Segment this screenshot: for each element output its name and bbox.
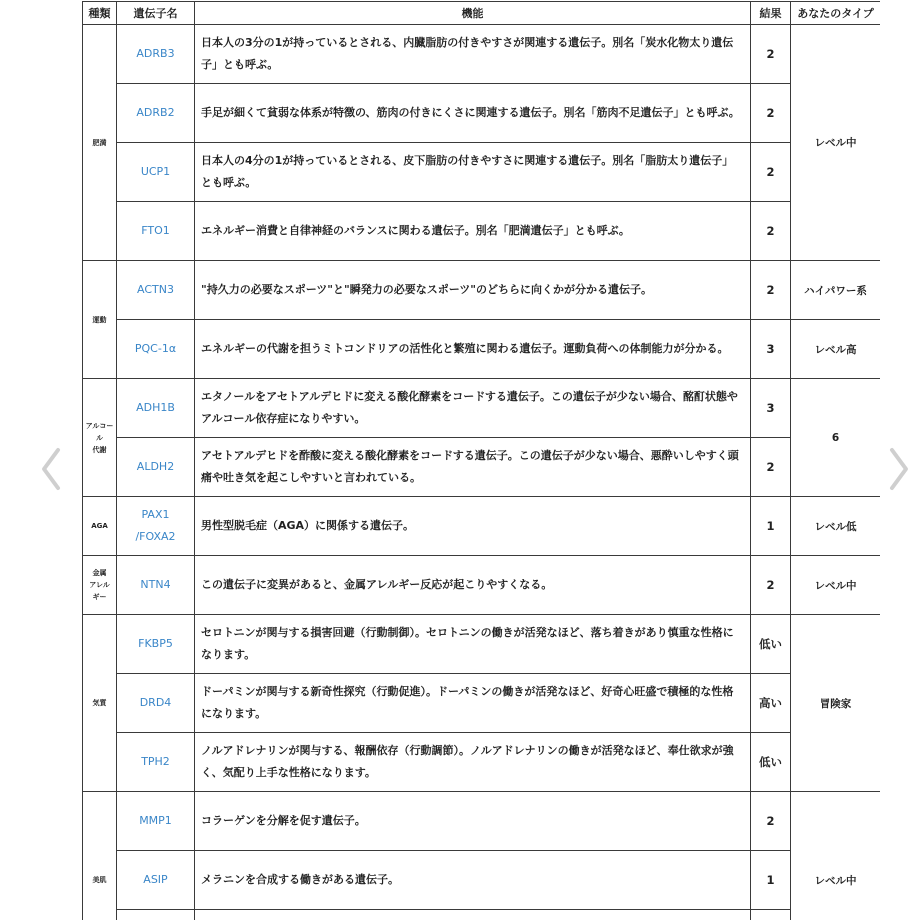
gene-name: ALDH2 — [136, 460, 175, 473]
header-your-type: あなたのタイプ — [791, 2, 881, 25]
gene-name-cell — [117, 143, 195, 202]
header-function: 機能 — [195, 2, 751, 25]
gene-name-cell — [117, 615, 195, 674]
gene-name: /FOXA2 — [135, 530, 176, 543]
header-gene-name: 遺伝子名 — [117, 2, 195, 25]
type-cell: 6 — [791, 379, 881, 497]
category-cell — [83, 792, 117, 920]
category-label: アレル — [89, 581, 110, 589]
category-label: AGA — [91, 522, 108, 530]
function-cell: ノルアドレナリンが関与する、報酬依存（行動調節）。ノルアドレナリンの働きが活発なほど、奉仕欲求が強く、気配り上手な性格になります。 — [195, 733, 751, 792]
prev-arrow[interactable] — [40, 446, 62, 492]
gene-name-cell — [117, 379, 195, 438]
table-row — [83, 379, 881, 438]
table-row — [83, 84, 881, 143]
category-label: 肥満 — [92, 138, 107, 147]
category-cell — [83, 497, 117, 556]
table-row — [83, 202, 881, 261]
result-cell: 2 — [751, 84, 791, 143]
table-row — [83, 674, 881, 733]
gene-name: FKBP5 — [138, 637, 173, 650]
function-cell: 手足が細くて貧弱な体系が特徴の、筋肉の付きにくさに関連する遺伝子。別名「筋肉不足遺伝子」とも呼ぶ。 — [195, 84, 751, 143]
gene-name-cell — [117, 556, 195, 615]
category-cell — [83, 556, 117, 615]
type-cell: 冒険家 — [791, 615, 881, 792]
gene-name: PAX1 — [141, 508, 170, 521]
function-cell: エタノールをアセトアルデヒドに変える酸化酵素をコードする遺伝子。この遺伝子が少ない場合、酩酊状態やアルコール依存症になりやすい。 — [195, 379, 751, 438]
gene-name: FTO1 — [141, 224, 170, 237]
result-cell: 低い — [751, 615, 791, 674]
result-cell: 2 — [751, 438, 791, 497]
gene-name-cell — [117, 261, 195, 320]
type-cell: レベル低 — [791, 497, 881, 556]
gene-name: ASIP — [143, 873, 168, 886]
gene-name-cell — [117, 320, 195, 379]
function-cell — [195, 910, 751, 920]
result-cell: 1 — [751, 851, 791, 910]
chevron-left-icon — [40, 446, 62, 492]
category-cell — [83, 25, 117, 261]
type-cell: レベル高 — [791, 320, 881, 379]
function-cell: メラニンを合成する働きがある遺伝子。 — [195, 851, 751, 910]
category-label: 代謝 — [92, 445, 107, 454]
category-label: 運動 — [92, 315, 107, 324]
table-row — [83, 910, 881, 920]
gene-result-table — [82, 1, 880, 920]
table-row — [83, 556, 881, 615]
type-cell: レベル中 — [791, 556, 881, 615]
function-cell: ドーパミンが関与する新奇性探究（行動促進）。ドーパミンの働きが活発なほど、好奇心旺盛で積極的な性格になります。 — [195, 674, 751, 733]
result-sheet — [82, 0, 880, 920]
function-cell: 日本人の3分の1が持っているとされる、内臓脂肪の付きやすさが関連する遺伝子。別名「炭水化物太り遺伝子」とも呼ぶ。 — [195, 25, 751, 84]
gene-name: TPH2 — [141, 755, 170, 768]
type-cell: ハイパワー系 — [791, 261, 881, 320]
table-row — [83, 497, 881, 556]
gene-name-cell — [117, 438, 195, 497]
table-row — [83, 792, 881, 851]
category-label: 気質 — [92, 699, 107, 707]
type-cell: レベル中 — [791, 792, 881, 920]
table-row — [83, 438, 881, 497]
result-cell: 低い — [751, 733, 791, 792]
gene-name-cell — [117, 497, 195, 556]
gene-name: PQC-1α — [134, 342, 177, 355]
gene-name: ACTN3 — [137, 283, 174, 296]
next-arrow[interactable] — [888, 446, 910, 492]
result-cell — [751, 910, 791, 920]
function-cell: この遺伝子に変異があると、金属アレルギー反応が起こりやすくなる。 — [195, 556, 751, 615]
gene-name-cell — [117, 910, 195, 920]
table-row — [83, 25, 881, 84]
gene-name: ADRB3 — [136, 47, 175, 60]
gene-name-cell — [117, 851, 195, 910]
table-row — [83, 143, 881, 202]
gene-name-cell — [117, 733, 195, 792]
gene-name: MMP1 — [139, 814, 172, 827]
gene-name-cell — [117, 25, 195, 84]
category-label: 金属 — [92, 569, 107, 577]
table-header-row — [83, 2, 881, 25]
function-cell: エネルギー消費と自律神経のバランスに関わる遺伝子。別名「肥満遺伝子」とも呼ぶ。 — [195, 202, 751, 261]
function-cell: 日本人の4分の1が持っているとされる、皮下脂肪の付きやすさに関連する遺伝子。別名「脂肪太り遺伝子」とも呼ぶ。 — [195, 143, 751, 202]
category-cell — [83, 379, 117, 497]
result-cell: 2 — [751, 25, 791, 84]
result-cell: 2 — [751, 556, 791, 615]
result-cell: 2 — [751, 261, 791, 320]
table-row — [83, 320, 881, 379]
gene-name: DRD4 — [139, 696, 172, 709]
category-label: ギー — [92, 593, 107, 601]
result-cell: 3 — [751, 320, 791, 379]
gene-name-cell — [117, 792, 195, 851]
header-category: 種類 — [83, 2, 117, 25]
gene-name: NTN4 — [140, 578, 171, 591]
table-row — [83, 261, 881, 320]
category-label: 美肌 — [92, 876, 107, 884]
table-row — [83, 851, 881, 910]
gene-name: UCP1 — [140, 165, 171, 178]
chevron-right-icon — [888, 446, 910, 492]
result-cell: 1 — [751, 497, 791, 556]
table-row — [83, 615, 881, 674]
gene-name-cell — [117, 202, 195, 261]
gene-name-cell — [117, 84, 195, 143]
function-cell: コラーゲンを分解を促す遺伝子。 — [195, 792, 751, 851]
table-body — [83, 25, 881, 920]
function-cell: "持久力の必要なスポーツ"と"瞬発力の必要なスポーツ"のどちらに向くかが分かる遺伝子。 — [195, 261, 751, 320]
gene-name: ADRB2 — [136, 106, 175, 119]
gene-name: ADH1B — [136, 401, 175, 414]
category-label: ル — [96, 433, 103, 442]
category-label: アルコー — [85, 421, 114, 430]
gene-name-cell — [117, 674, 195, 733]
function-cell: 男性型脱毛症（AGA）に関係する遺伝子。 — [195, 497, 751, 556]
function-cell: セロトニンが関与する損害回避（行動制御）。セロトニンの働きが活発なほど、落ち着きがあり慎重な性格になります。 — [195, 615, 751, 674]
category-cell — [83, 615, 117, 792]
result-cell: 2 — [751, 202, 791, 261]
result-cell: 高い — [751, 674, 791, 733]
function-cell: エネルギーの代謝を担うミトコンドリアの活性化と繁殖に関わる遺伝子。運動負荷への体制能力が分かる。 — [195, 320, 751, 379]
result-cell: 2 — [751, 792, 791, 851]
type-cell: レベル中 — [791, 25, 881, 261]
category-cell — [83, 261, 117, 379]
header-result: 結果 — [751, 2, 791, 25]
result-cell: 2 — [751, 143, 791, 202]
function-cell: アセトアルデヒドを酢酸に変える酸化酵素をコードする遺伝子。この遺伝子が少ない場合、悪酔いしやすく頭痛や吐き気を起こしやすいと言われている。 — [195, 438, 751, 497]
table-row — [83, 733, 881, 792]
result-cell: 3 — [751, 379, 791, 438]
